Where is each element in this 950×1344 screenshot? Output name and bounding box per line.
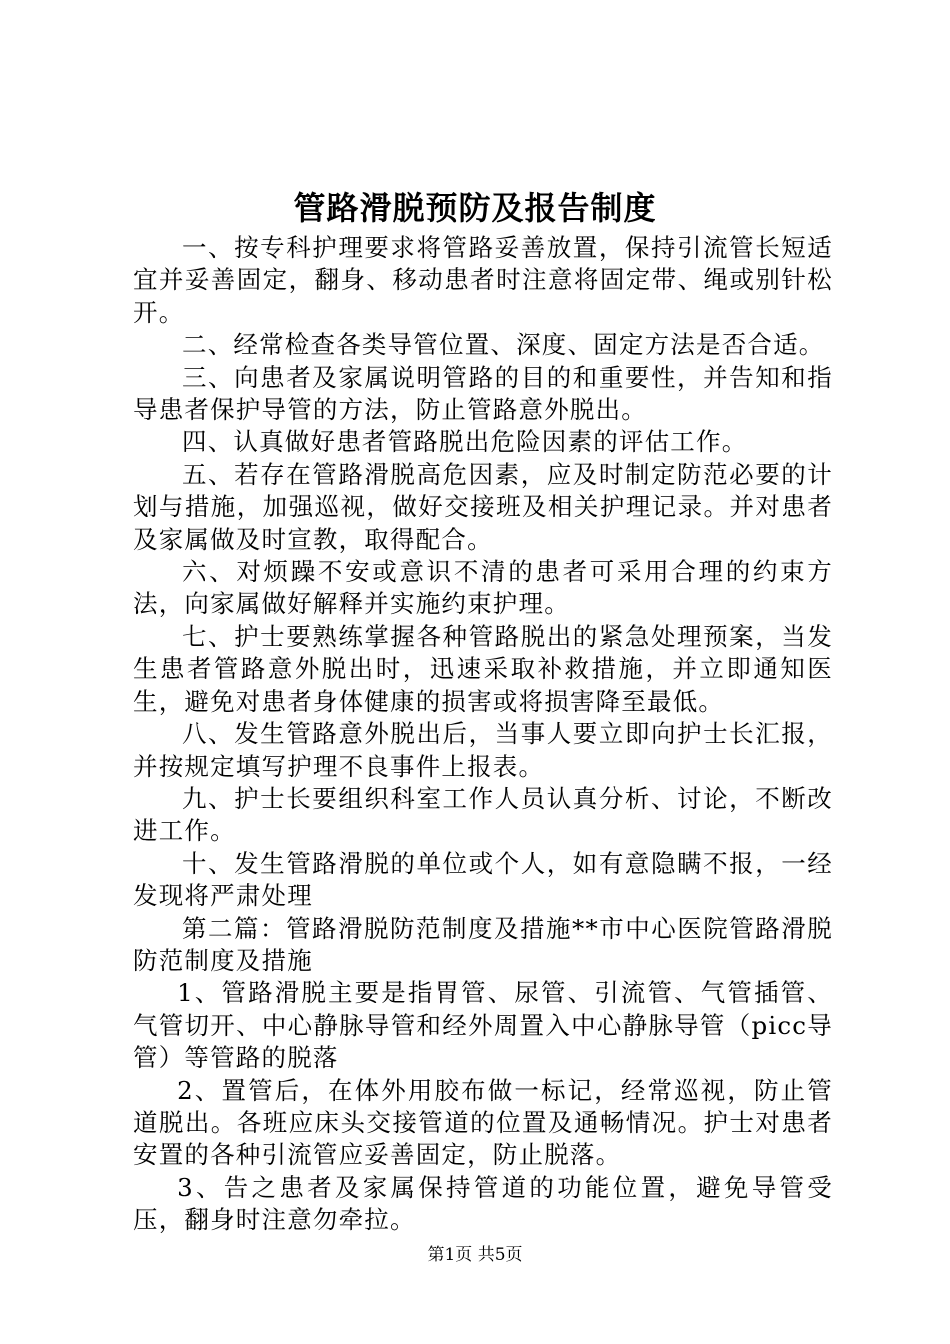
paragraph-10: 十、发生管路滑脱的单位或个人，如有意隐瞒不报，一经发现将严肃处理 xyxy=(133,848,833,911)
paragraph-4: 四、认真做好患者管路脱出危险因素的评估工作。 xyxy=(182,427,748,457)
measure-2: 2、置管后，在体外用胶布做一标记，经常巡视，防止管道脱出。各班应床头交接管道的位置及通畅情况。护士对患者安置的各种引流管应妥善固定，防止脱落。 xyxy=(133,1075,833,1170)
page-number-footer: 第1页 共5页 xyxy=(427,1245,523,1265)
paragraph-6: 六、对烦躁不安或意识不清的患者可采用合理的约束方法，向家属做好解释并实施约束护理。 xyxy=(133,557,833,619)
paragraph-9: 九、护士长要组织科室工作人员认真分析、讨论，不断改进工作。 xyxy=(133,783,833,846)
document-body xyxy=(133,232,833,1237)
paragraph-7: 七、护士要熟练掌握各种管路脱出的紧急处理预案，当发生患者管路意外脱出时，迅速采取补救措施，并立即通知医生，避免对患者身体健康的损害或将损害降至最低。 xyxy=(133,621,833,716)
document-title: 管路滑脱预防及报告制度 xyxy=(293,189,657,227)
paragraph-3: 三、向患者及家属说明管路的目的和重要性，并告知和指导患者保护导管的方法，防止管路意外脱出。 xyxy=(133,362,833,425)
paragraph-5: 五、若存在管路滑脱高危因素，应及时制定防范必要的计划与措施，加强巡视，做好交接班及相关护理记录。并对患者及家属做及时宣教，取得配合。 xyxy=(133,459,833,554)
paragraph-8: 八、发生管路意外脱出后，当事人要立即向护士长汇报，并按规定填写护理不良事件上报表。 xyxy=(133,719,833,781)
paragraph-1: 一、按专科护理要求将管路妥善放置，保持引流管长短适宜并妥善固定，翻身、移动患者时注意将固定带、绳或别针松开。 xyxy=(133,233,833,327)
paragraph-2: 二、经常检查各类导管位置、深度、固定方法是否合适。 xyxy=(182,330,825,360)
measure-1: 1、管路滑脱主要是指胃管、尿管、引流管、气管插管、气管切开、中心静脉导管和经外周置入中心静脉导管（picc导管）等管路的脱落 xyxy=(133,978,833,1073)
second-section-heading: 第二篇：管路滑脱防范制度及措施**市中心医院管路滑脱防范制度及措施 xyxy=(133,913,833,975)
measure-3: 3、告之患者及家属保持管道的功能位置，避免导管受压，翻身时注意勿牵拉。 xyxy=(133,1172,833,1235)
